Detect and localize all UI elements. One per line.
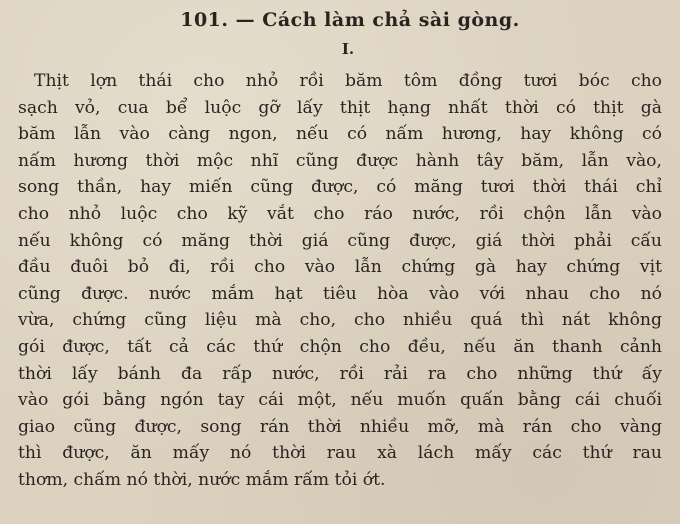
- recipe-title: 101. — Cách làm chả sài gòng.: [180, 9, 520, 31]
- section-number: I.: [341, 40, 355, 58]
- body-line: sạch vỏ, cua bể luộc gỡ lấy thịt hạng nhất thời có thịt gà: [18, 97, 662, 118]
- body-line: đầu đuôi bỏ đi, rồi cho vào lẫn chứng gà hay chứng vịt: [18, 257, 662, 278]
- body-line: thơm, chấm nó thời, nước mắm rấm tỏi ớt.: [18, 469, 386, 490]
- body-line: thì được, ăn mấy nó thời rau xà lách mấy các thứ rau: [18, 443, 662, 464]
- body-line: Thịt lợn thái cho nhỏ rồi băm tôm đồng tươi bóc cho: [34, 71, 662, 91]
- body-line: vào gói bằng ngón tay cái một, nếu muốn quấn bằng cái chuối: [18, 390, 662, 411]
- body-line: cho nhỏ luộc cho kỹ vắt cho ráo nước, rồi chộn lẫn vào: [18, 203, 662, 224]
- body-line: thời lấy bánh đa rấp nước, rồi rải ra cho những thứ ấy: [18, 363, 662, 384]
- body-line: nếu không có măng thời giá cũng được, giá thời phải cấu: [18, 230, 662, 251]
- body-line: giao cũng được, song rán thời nhiều mỡ, mà rán cho vàng: [18, 416, 662, 437]
- body-line: băm lẫn vào càng ngon, nếu có nấm hương, hay không có: [18, 124, 662, 145]
- body-line: vừa, chứng cũng liệu mà cho, cho nhiều quá thì nát không: [18, 310, 662, 331]
- body-line: song thần, hay miến cũng được, có măng tươi thời thái chỉ: [18, 177, 662, 198]
- body-line: gói được, tất cả các thứ chộn cho đều, nếu ăn thanh cảnh: [18, 336, 662, 357]
- recipe-body: [18, 68, 662, 494]
- body-line: nấm hương thời mộc nhĩ cũng được hành tây băm, lẫn vào,: [18, 150, 662, 171]
- body-line: cũng được. nước mắm hạt tiêu hòa vào với nhau cho nó: [18, 283, 662, 304]
